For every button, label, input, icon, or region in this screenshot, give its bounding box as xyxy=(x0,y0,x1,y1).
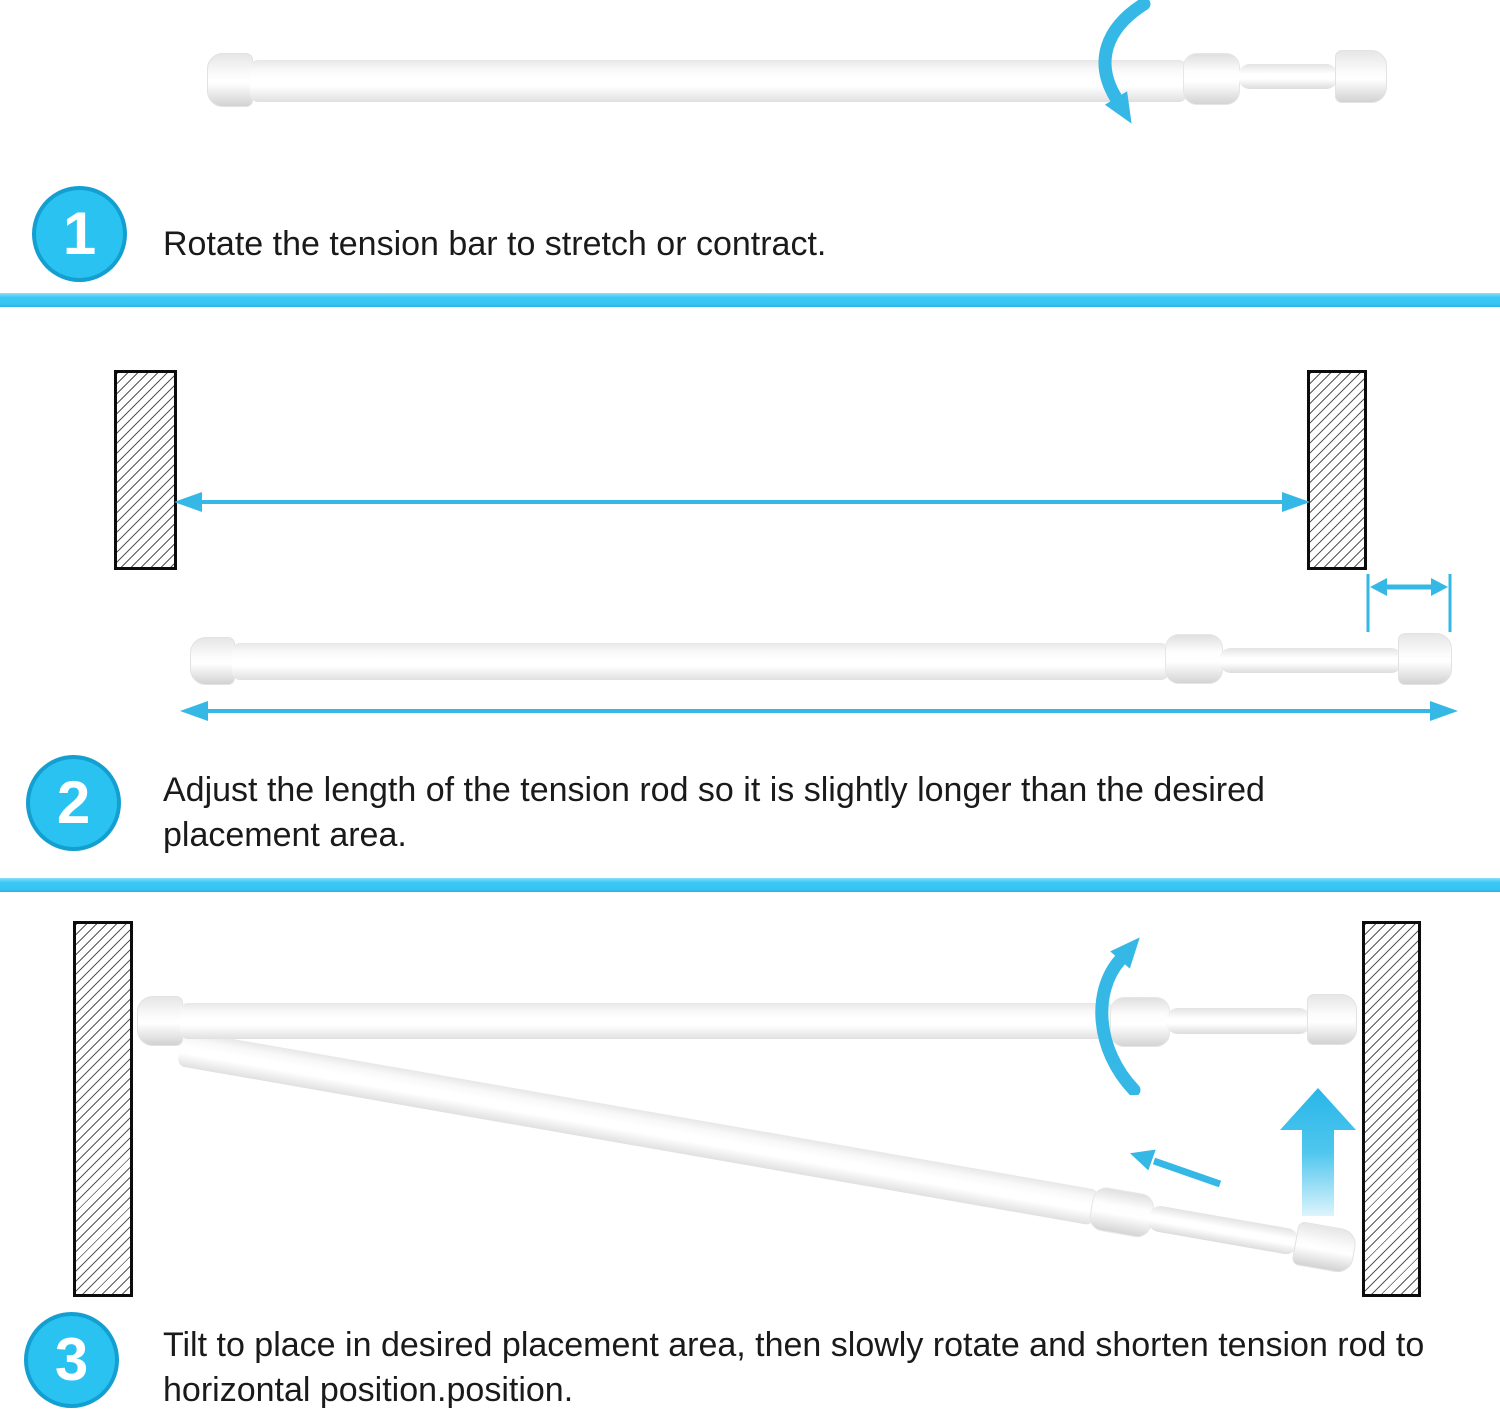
gap-arrow-icon xyxy=(1363,574,1455,634)
step-1-text: Rotate the tension bar to stretch or contract. xyxy=(163,225,827,263)
rod-1-tube xyxy=(250,60,1187,102)
rod-2-adjust-collar xyxy=(1165,634,1223,684)
rod-tilted-tube xyxy=(177,1030,1099,1225)
step-3-number: 3 xyxy=(54,1326,89,1393)
lift-up-arrow-icon xyxy=(1280,1088,1356,1216)
rod-tilted-end-cap xyxy=(1291,1221,1358,1275)
rod-tilted-adjust-collar xyxy=(1087,1185,1156,1239)
push-left-arrow-icon xyxy=(1122,1144,1226,1190)
rod-1-end-cap-left xyxy=(207,53,253,107)
step-3-badge xyxy=(24,1312,119,1408)
wall-left xyxy=(114,370,177,570)
rod-length-arrow-icon xyxy=(178,697,1460,725)
step-2-number: 2 xyxy=(56,769,91,836)
wall-right xyxy=(1307,370,1367,570)
step-2-text: Adjust the length of the tension rod so it is slightly longer than the desired placement area. xyxy=(163,771,1265,854)
step-3-text: Tilt to place in desired placement area, then slowly rotate and shorten tension rod to horizontal position.position. xyxy=(163,1326,1425,1409)
rod-2-thin-tube xyxy=(1219,648,1403,673)
section-divider-1 xyxy=(0,293,1500,307)
rod-2-end-cap-left xyxy=(190,637,235,685)
rotate-arrow-icon xyxy=(1068,0,1168,130)
rod-3-end-cap-left xyxy=(137,996,183,1046)
wall-left-tall xyxy=(73,921,133,1297)
section-divider-2 xyxy=(0,878,1500,892)
rod-tilted-thin-tube xyxy=(1146,1204,1300,1256)
rotate-up-arrow-icon xyxy=(1070,930,1170,1095)
rod-3-tube xyxy=(180,1003,1114,1039)
rod-2-end-cap-right xyxy=(1398,633,1452,685)
step-1-badge xyxy=(32,186,127,282)
rod-3-thin-tube xyxy=(1166,1008,1311,1034)
span-arrow-icon xyxy=(172,488,1312,516)
rod-1-adjust-collar xyxy=(1183,53,1240,105)
step-1-number: 1 xyxy=(62,200,97,267)
rod-2-tube xyxy=(232,643,1169,680)
rod-1-thin-tube xyxy=(1238,64,1338,89)
rod-1-end-cap-right xyxy=(1335,50,1387,103)
wall-right-tall xyxy=(1362,921,1421,1297)
step-2-badge xyxy=(26,755,121,851)
rod-3-end-cap-right xyxy=(1307,994,1357,1045)
